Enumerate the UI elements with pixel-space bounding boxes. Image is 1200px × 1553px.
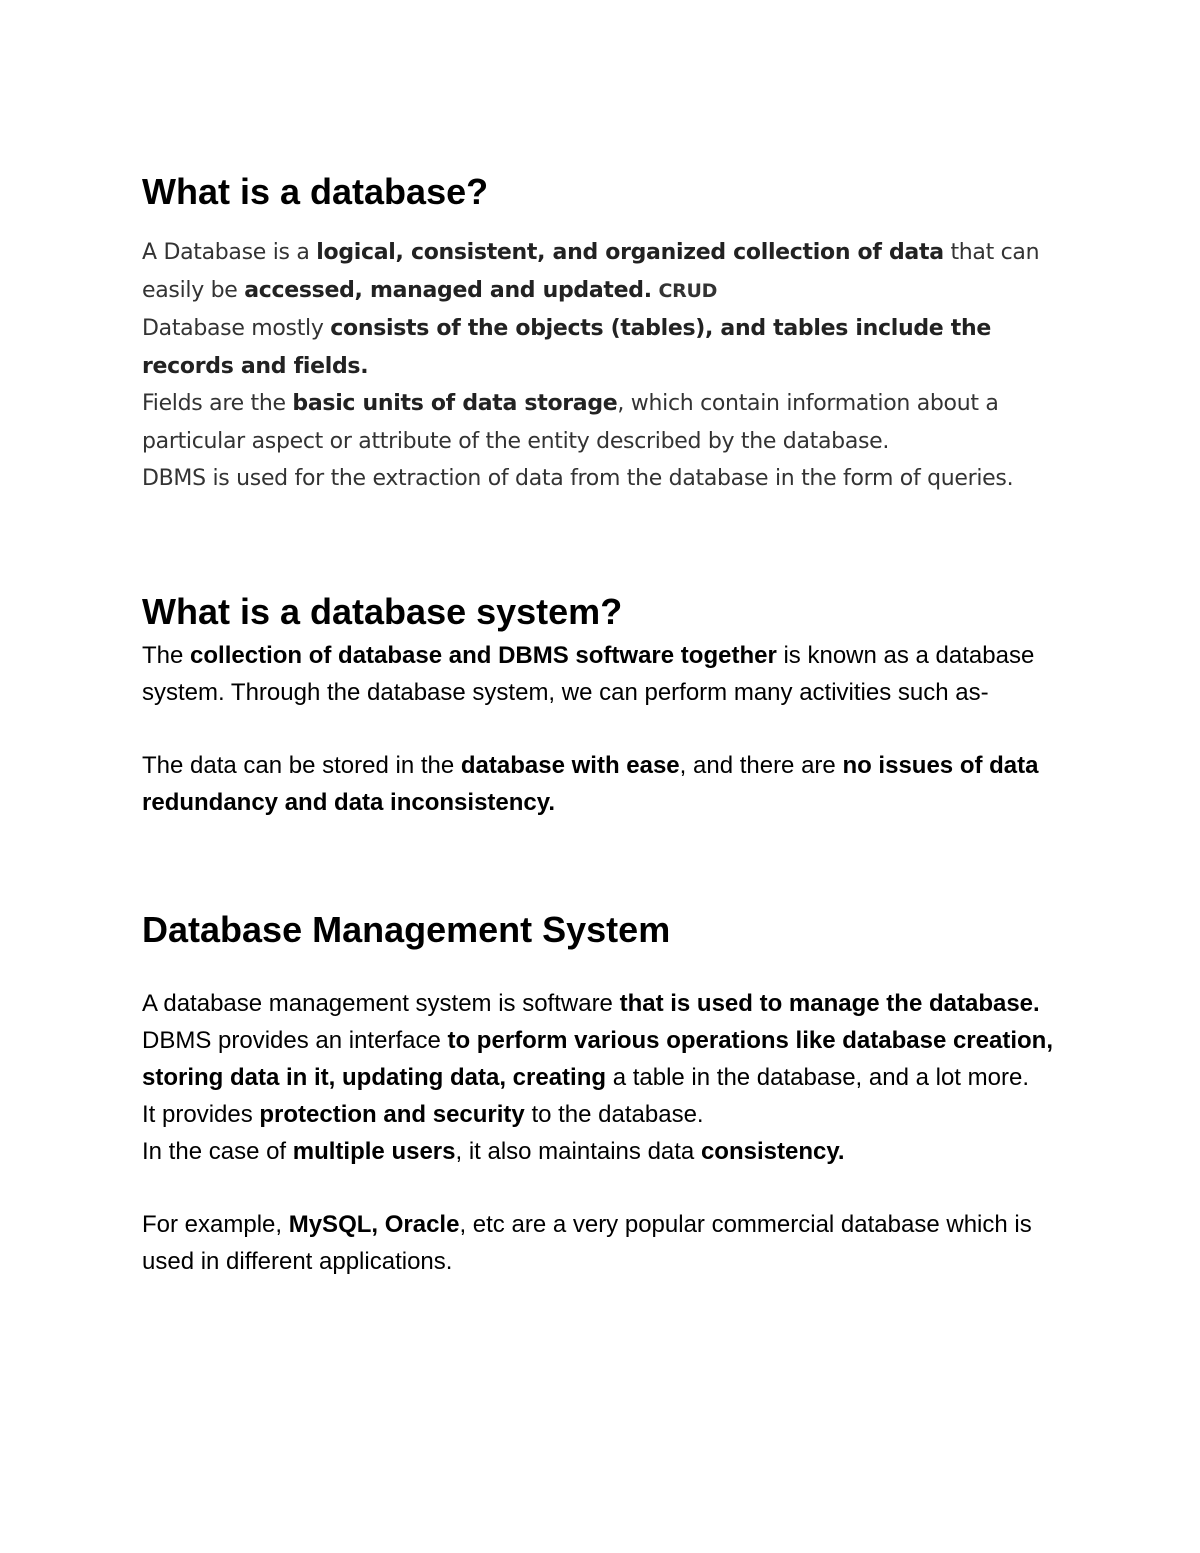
paragraph-dbms-definition: A database management system is software that is used to manage the database. <box>142 990 1040 1017</box>
emphasis-text: to perform various operations like database creation, storing data in it, updating data, creating <box>142 1027 1053 1091</box>
paragraph-dbms-interface: DBMS provides an interface to perform various operations like database creation, storing data in it, updating data, creating a table in the database, and a lot more. <box>142 1027 1053 1091</box>
section-body-database <box>142 234 1062 498</box>
emphasis-text: no issues of data redundancy and data inconsistency. <box>142 752 1039 816</box>
paragraph-dbms-examples: For example, MySQL, Oracle, etc are a very popular commercial database which is used in different applications. <box>142 1211 1032 1275</box>
emphasis-text: database with ease <box>460 752 680 779</box>
emphasis-text: collection of database and DBMS software together <box>190 642 777 669</box>
section-body-database-system <box>142 637 1052 821</box>
section-title-database: What is a database? <box>142 171 489 212</box>
section-body-dbms <box>142 985 1062 1280</box>
paragraph-definition: A Database is a logical, consistent, and organized collection of data that can easily be accessed, managed and updated. CRUD <box>142 240 1040 303</box>
paragraph-fields: Fields are the basic units of data storage, which contain information about a particular aspect or attribute of the entity described by the database. <box>142 391 999 454</box>
section-title-database-system: What is a database system? <box>142 591 623 632</box>
crud-label: CRUD <box>658 279 718 302</box>
emphasis-text: MySQL, Oracle <box>288 1211 460 1238</box>
emphasis-text: consistency. <box>700 1138 845 1165</box>
paragraph-dbms-queries: DBMS is used for the extraction of data from the database in the form of queries. <box>142 466 1014 491</box>
paragraph-objects: Database mostly consists of the objects (tables), and tables include the records and fields. <box>142 316 991 379</box>
emphasis-text: multiple users <box>292 1138 456 1165</box>
emphasis-text: consists of the objects (tables), and tables include the records and fields. <box>142 316 991 379</box>
emphasis-text: protection and security <box>259 1101 525 1128</box>
emphasis-text: that is used to manage the database. <box>619 990 1040 1017</box>
paragraph-data-storage: The data can be stored in the database with ease, and there are no issues of data redundancy and data inconsistency. <box>142 752 1039 816</box>
paragraph-dbms-protection: It provides protection and security to the database. <box>142 1101 704 1128</box>
paragraph-database-system: The collection of database and DBMS software together is known as a database system. Through the database system, we can perform many activities such as- <box>142 642 1035 706</box>
paragraph-dbms-consistency: In the case of multiple users, it also maintains data consistency. <box>142 1138 845 1165</box>
emphasis-text: basic units of data storage <box>292 391 618 416</box>
emphasis-text: accessed, managed and updated. <box>244 277 652 303</box>
emphasis-text: logical, consistent, and organized collection of data <box>316 240 944 265</box>
section-title-dbms: Database Management System <box>142 909 671 950</box>
